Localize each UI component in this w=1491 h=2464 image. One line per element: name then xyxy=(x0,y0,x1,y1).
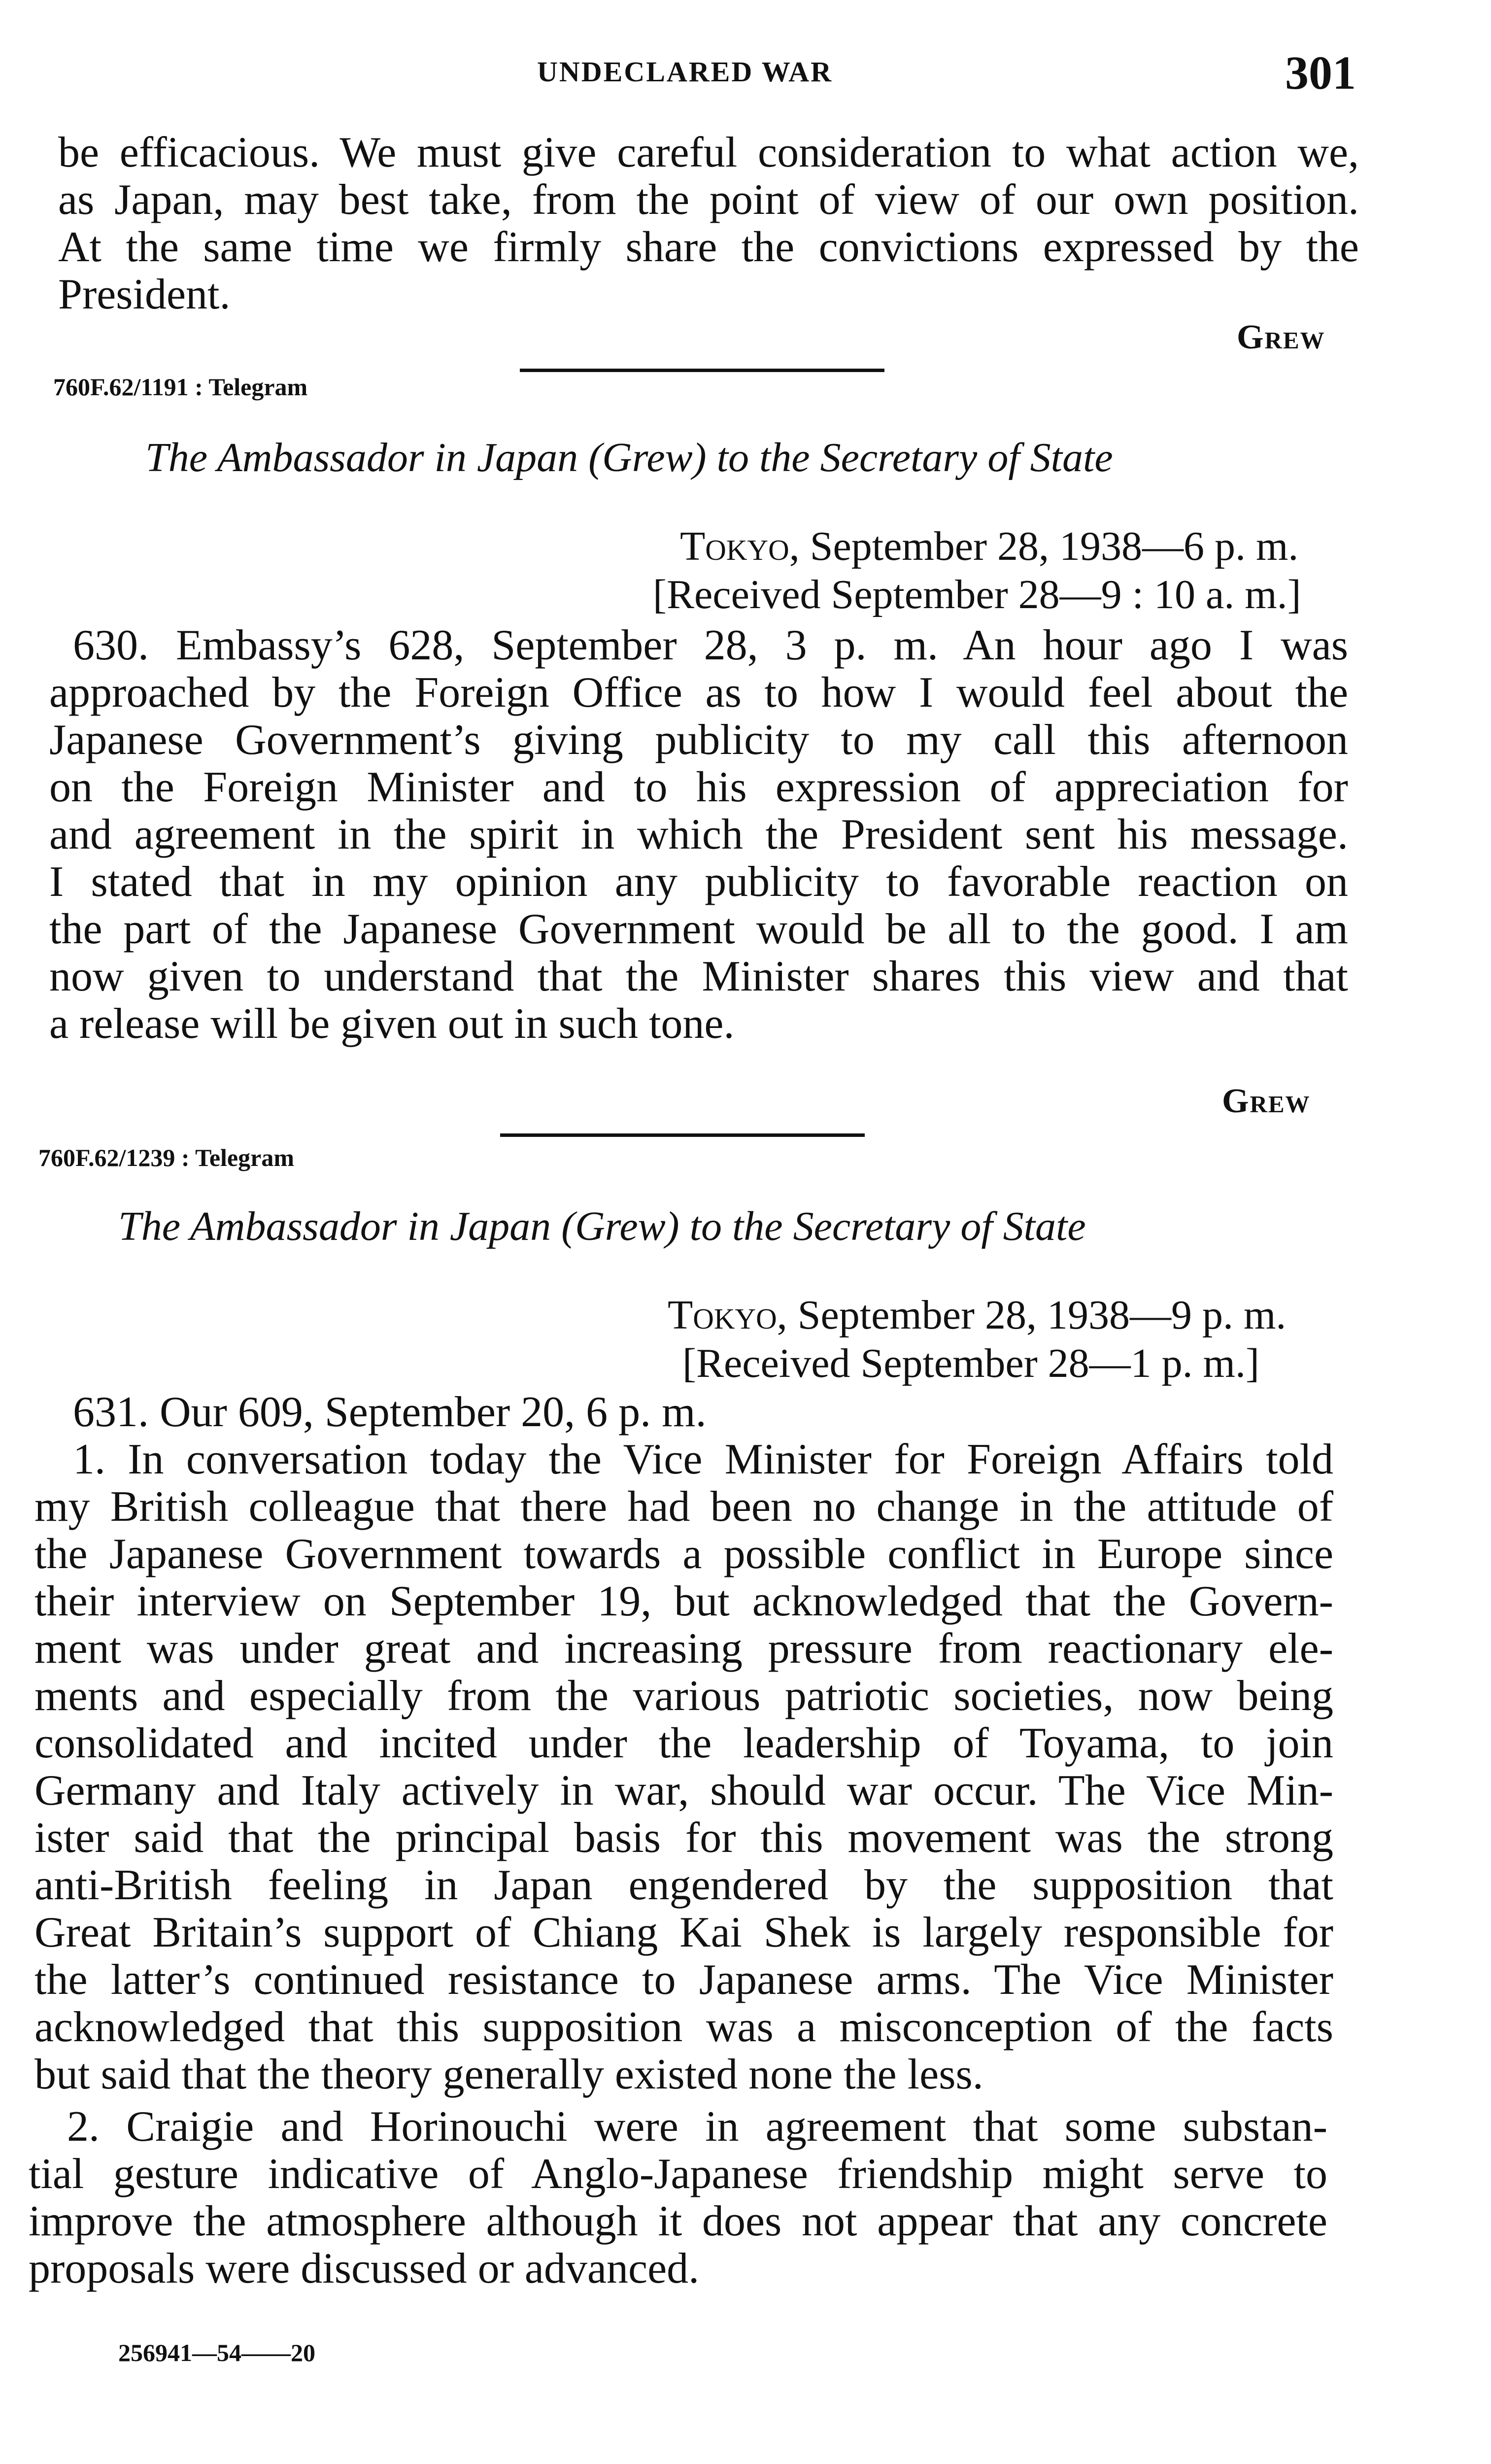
text-line: but said that the theory generally existed none the less. xyxy=(34,2051,983,2098)
signature: Grew xyxy=(1237,318,1325,356)
text-line: the part of the Japanese Government would be all to the good. I am xyxy=(49,906,1348,953)
text-line: Japanese Government’s giving publicity to my call this afternoon xyxy=(49,717,1348,764)
paragraph-1 xyxy=(34,1436,1333,2098)
telegram-title: The Ambassador in Japan (Grew) to the Secretary of State xyxy=(118,1203,1086,1249)
text-line: a release will be given out in such tone. xyxy=(49,1000,735,1048)
text-line: the Japanese Government towards a possible conflict in Europe since xyxy=(34,1531,1333,1578)
running-head: UNDECLARED WAR xyxy=(537,56,833,88)
received-line: [Received September 28—9 : 10 a. m.] xyxy=(653,572,1301,617)
page-number: 301 xyxy=(1285,46,1356,99)
text-line: be efficacious. We must give careful consideration to what action we, xyxy=(58,129,1359,176)
dateline-date: September 28, 1938—9 p. m. xyxy=(797,1292,1287,1338)
text-line: acknowledged that this supposition was a misconception of the facts xyxy=(34,2004,1333,2051)
text-line: ister said that the principal basis for this movement was the strong xyxy=(34,1814,1333,1862)
dateline-date: September 28, 1938—6 p. m. xyxy=(810,523,1299,569)
text-line: the latter’s continued resistance to Japanese arms. The Vice Minister xyxy=(34,1956,1333,2004)
printer-code: 256941—54——20 xyxy=(118,2339,315,2366)
text-line: anti-British feeling in Japan engendered by the supposition that xyxy=(34,1862,1333,1909)
section-divider xyxy=(520,369,884,372)
text-line: ment was under great and increasing pressure from reactionary ele- xyxy=(34,1625,1333,1673)
telegram-body xyxy=(49,622,1348,1048)
text-line: now given to understand that the Minister shares this view and that xyxy=(49,953,1348,1000)
text-line: their interview on September 19, but acknowledged that the Govern- xyxy=(34,1578,1333,1625)
text-line: President. xyxy=(58,271,231,318)
text-line: tial gesture indicative of Anglo-Japanese friendship might serve to xyxy=(29,2151,1327,2198)
text-line: ments and especially from the various patriotic societies, now being xyxy=(34,1673,1333,1720)
text-line: consolidated and incited under the leadership of Toyama, to join xyxy=(34,1720,1333,1767)
file-number: 760F.62/1239 : Telegram xyxy=(38,1144,294,1171)
text-line: 1. In conversation today the Vice Minister for Foreign Affairs told xyxy=(73,1436,1333,1483)
paragraph-2 xyxy=(29,2103,1327,2293)
continuation-text xyxy=(58,129,1359,318)
section-divider xyxy=(500,1133,865,1137)
text-line: 2. Craigie and Horinouchi were in agreement that some substan- xyxy=(67,2103,1327,2151)
text-line: proposals were discussed or advanced. xyxy=(29,2245,700,2293)
text-line: Germany and Italy actively in war, should war occur. The Vice Min- xyxy=(34,1767,1333,1814)
telegram-intro xyxy=(73,1389,861,1436)
text-line: I stated that in my opinion any publicity to favorable reaction on xyxy=(49,858,1348,906)
text-line: my British colleague that there had been no change in the attitude of xyxy=(34,1483,1333,1531)
dateline-city: Tokyo, xyxy=(680,523,800,569)
signature: Grew xyxy=(1222,1082,1311,1120)
dateline-city: Tokyo, xyxy=(668,1292,787,1338)
file-number: 760F.62/1191 : Telegram xyxy=(53,373,308,401)
received-line: [Received September 28—1 p. m.] xyxy=(682,1340,1259,1386)
text-line: and agreement in the spirit in which the President sent his message. xyxy=(49,811,1348,858)
text-line: Great Britain’s support of Chiang Kai Shek is largely responsible for xyxy=(34,1909,1333,1956)
telegram-title: The Ambassador in Japan (Grew) to the Secretary of State xyxy=(145,435,1113,480)
dateline xyxy=(668,1291,1286,1339)
dateline xyxy=(680,522,1298,570)
text-line: approached by the Foreign Office as to how I would feel about the xyxy=(49,669,1348,717)
text-line: 631. Our 609, September 20, 6 p. m. xyxy=(73,1389,707,1436)
text-line: improve the atmosphere although it does not appear that any concrete xyxy=(29,2198,1327,2245)
text-line: on the Foreign Minister and to his expression of appreciation for xyxy=(49,764,1348,811)
text-line: 630. Embassy’s 628, September 28, 3 p. m. An hour ago I was xyxy=(73,622,1348,669)
text-line: At the same time we firmly share the convictions expressed by the xyxy=(58,224,1359,271)
text-line: as Japan, may best take, from the point of view of our own position. xyxy=(58,176,1359,224)
